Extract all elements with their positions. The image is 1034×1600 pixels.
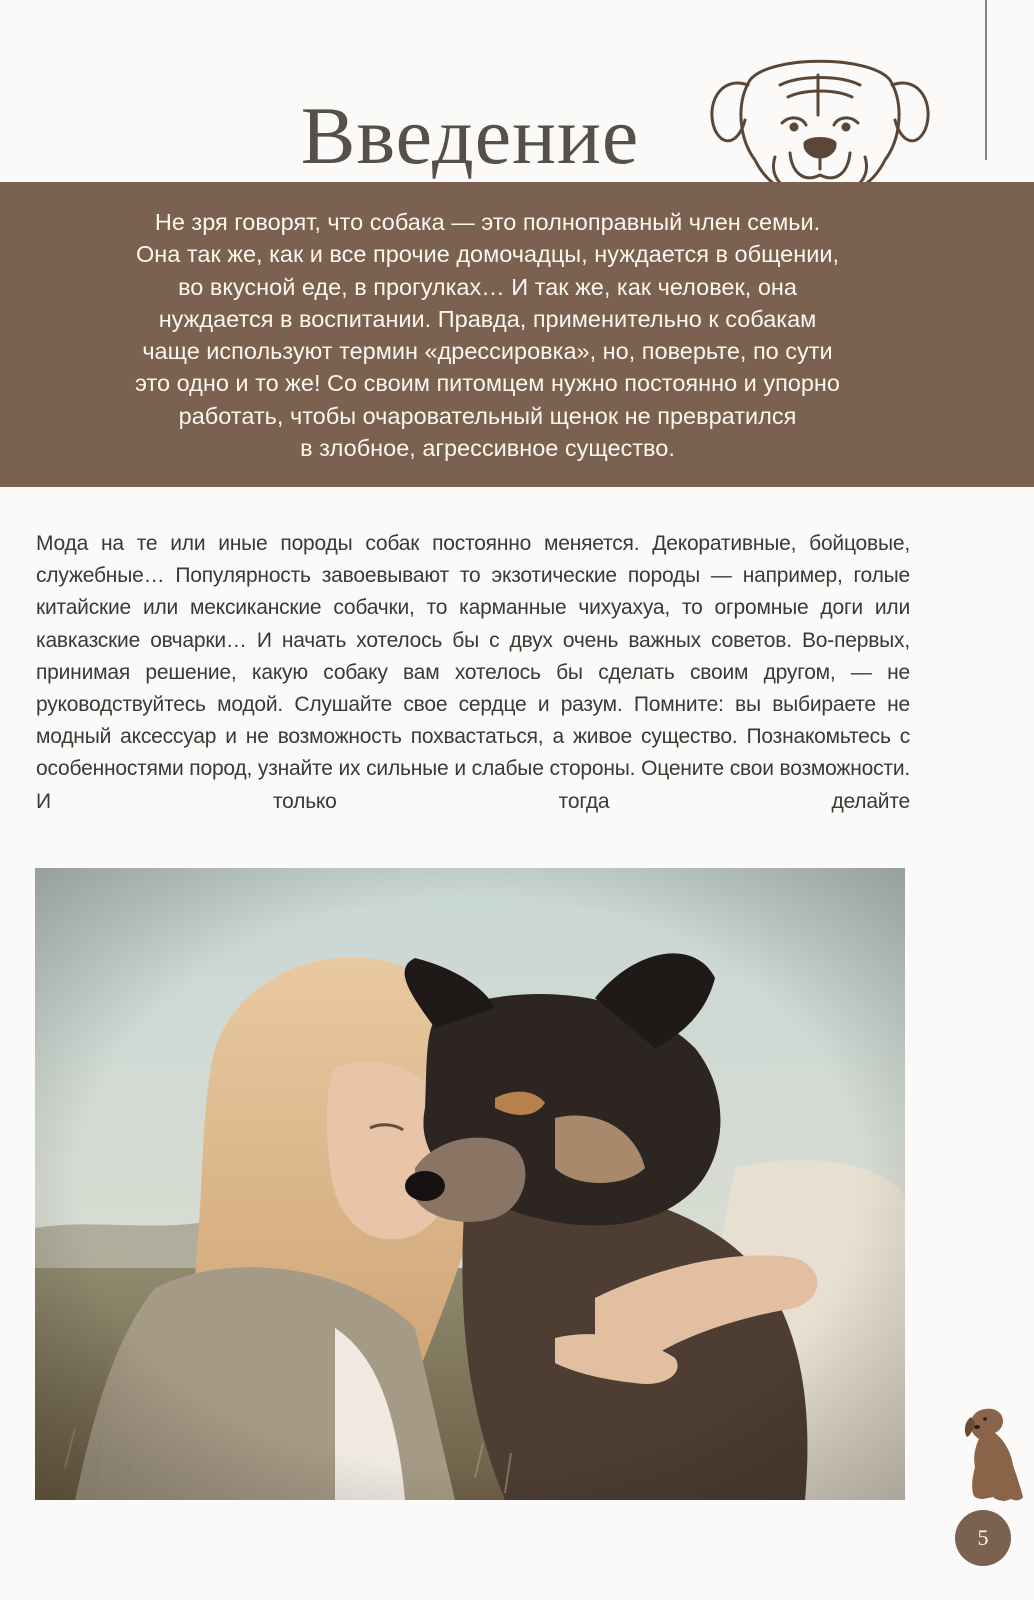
intro-line: нуждается в воспитании. Правда, применительно к собакам xyxy=(158,305,817,332)
intro-line: чаще используют термин «дрессировка», но, поверьте, по сути xyxy=(142,338,833,365)
intro-line: это одно и то же! Со своим питомцем нужно постоянно и упорно xyxy=(135,370,840,397)
intro-paragraph xyxy=(40,206,935,464)
page-number-badge xyxy=(955,1510,1011,1566)
intro-line: в злобное, агрессивное существо. xyxy=(300,435,675,462)
page-edge-line xyxy=(985,0,987,160)
photo-woman-kissing-dog xyxy=(35,868,905,1500)
body-paragraph: Мода на те или иные породы собак постоянно меняется. Декоративные, бойцовые, служебные… Популярность завоевывают то экзотические породы — например, голые китайские или мексиканские собачки, то карманные чихуахуа, то огромные доги или кавказские овчарки… И начать хотелось бы с двух очень важных советов. Во-первых, принимая решение, какую собаку вам хотелось бы сделать своим другом, — не руководствуйтесь модой. Слушайте свое сердце и разум. Помните: вы выбираете не модный аксессуар и не возможность похвастаться, а живое существо. Познакомьтесь с особенностями пород, узнайте их сильные и слабые стороны. Оцените свои возможности. И только тогда делайте xyxy=(36,532,910,813)
intro-line: во вкусной еде, в прогулках… И так же, как человек, она xyxy=(178,273,797,300)
page-number: 5 xyxy=(977,1525,989,1550)
sitting-dog-icon xyxy=(955,1405,1025,1505)
page-title: Введение xyxy=(300,90,640,181)
intro-line: Не зря говорят, что собака — это полноправный член семьи. xyxy=(154,209,821,235)
intro-line: работать, чтобы очаровательный щенок не превратился xyxy=(178,402,797,429)
intro-line: Она так же, как и все прочие домочадцы, нуждается в общении, xyxy=(136,241,839,268)
